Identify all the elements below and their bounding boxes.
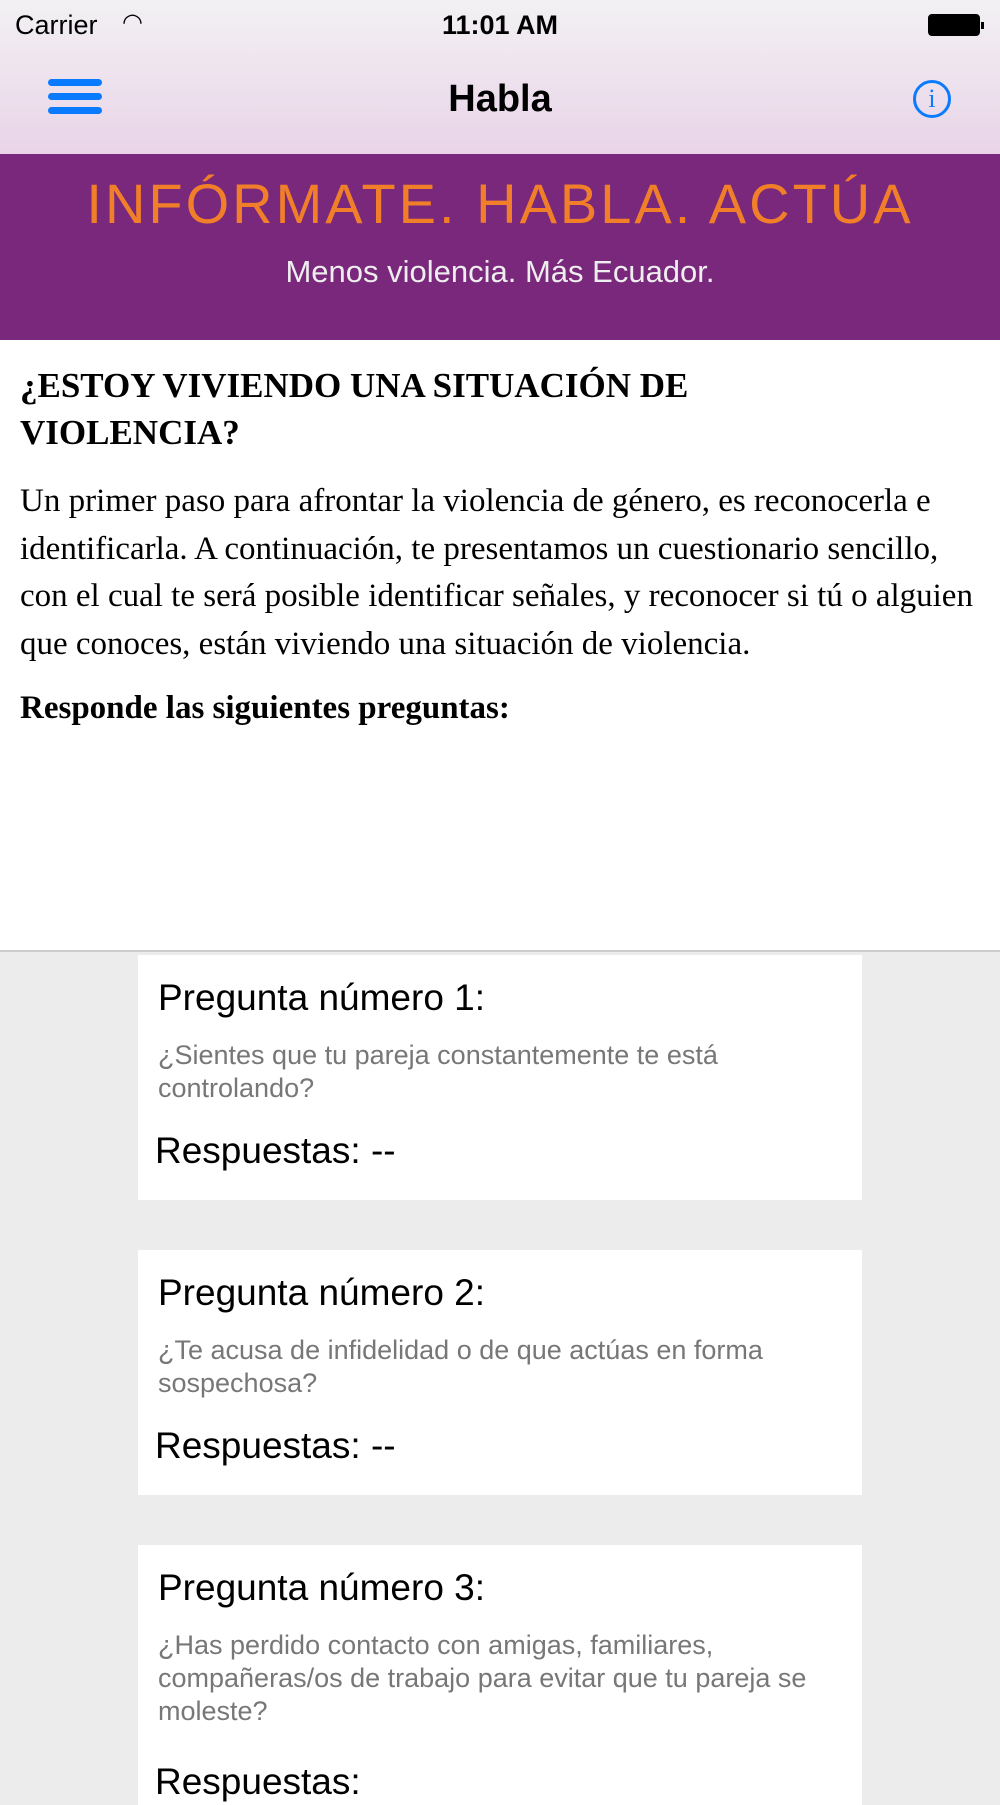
banner (0, 154, 1000, 340)
info-icon[interactable]: i (913, 80, 951, 118)
intro-subheading: Responde las siguientes preguntas: (20, 690, 510, 726)
answer-label[interactable]: Respuestas: -- (155, 1130, 396, 1171)
question-card[interactable] (138, 1250, 862, 1495)
question-card[interactable] (138, 955, 862, 1200)
question-text: ¿Has perdido contacto con amigas, familiares, compañeras/os de trabajo para evitar que tu pareja se moleste? (158, 1630, 807, 1726)
header (0, 0, 1000, 154)
answer-label[interactable]: Respuestas: -- (155, 1425, 396, 1466)
question-title: Pregunta número 2: (158, 1272, 486, 1313)
wifi-icon: ◠ (122, 9, 143, 36)
question-text: ¿Te acusa de infidelidad o de que actúas en forma sospechosa? (158, 1335, 763, 1398)
intro-paragraph: Un primer paso para afrontar la violencia de género, es reconocerla e identificarla. A continuación, te presentamos un cuestionario sencillo, con el cual te será posible identificar señales, y reconocer si tú o alguien que conoces, están viviendo una situación de violencia. (20, 483, 973, 662)
banner-slogan: INFÓRMATE. HABLA. ACTÚA (86, 172, 914, 235)
page-title: Habla (448, 78, 552, 120)
status-bar (0, 0, 1000, 50)
intro-heading: ¿ESTOY VIVIENDO UNA SITUACIÓN DE VIOLENCIA? (20, 366, 689, 452)
question-title: Pregunta número 3: (158, 1567, 486, 1608)
question-card[interactable] (138, 1545, 862, 1805)
battery-icon (928, 14, 980, 36)
question-text: ¿Sientes que tu pareja constantemente te está controlando? (158, 1040, 718, 1103)
question-title: Pregunta número 1: (158, 977, 486, 1018)
carrier-label: Carrier (15, 10, 98, 40)
status-time: 11:01 AM (441, 10, 559, 40)
answer-label[interactable]: Respuestas: (155, 1761, 361, 1802)
intro-section (0, 340, 1000, 952)
banner-subtitle: Menos violencia. Más Ecuador. (285, 254, 715, 289)
